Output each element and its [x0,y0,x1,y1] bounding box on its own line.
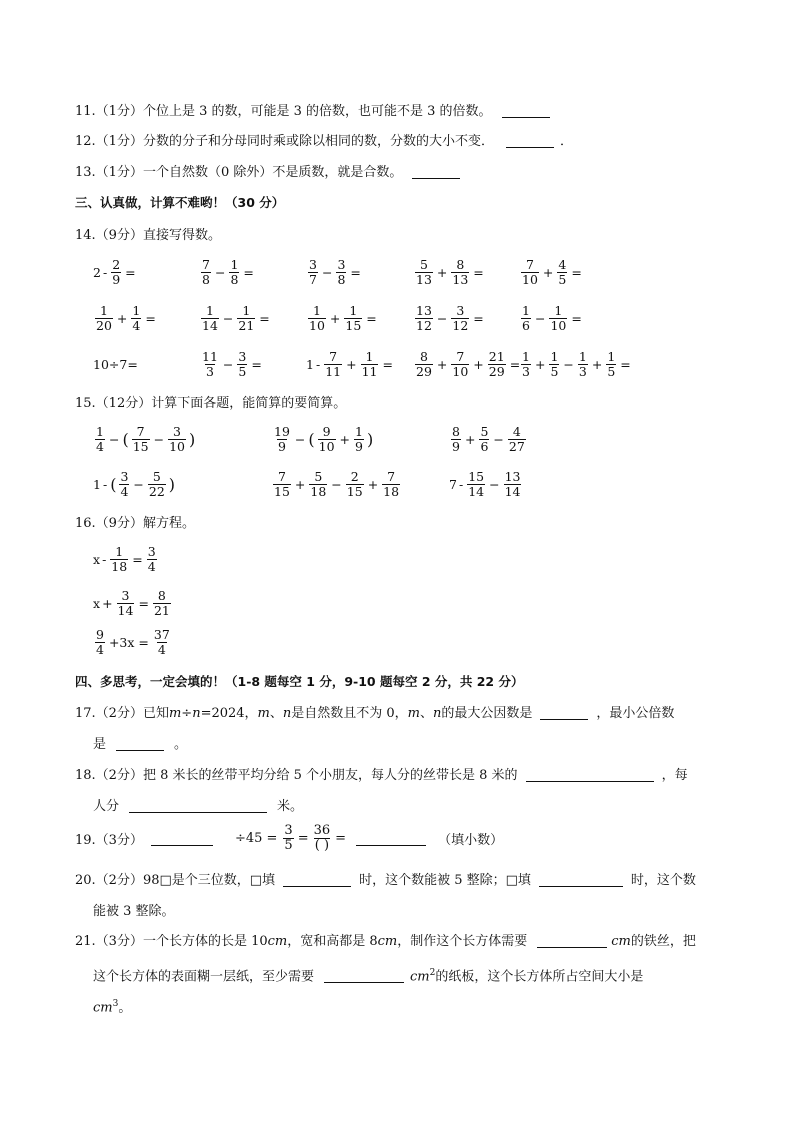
calc-14-11: 10÷7= [93,357,138,372]
calc-14-6: $\frac{1}{20}$ + $\frac{1}{4}$ = [96,303,156,333]
answer-blank[interactable] [539,872,623,887]
answer-blank[interactable] [129,798,267,813]
calc-14-14: $\frac{8}{29}$ + $\frac{7}{10}$ + $\frac{21}{29}$ = [416,349,521,379]
question-11: 11.（1分）个位上是 3 的数，可能是 3 的倍数，也可能不是 3 的倍数。 [75,103,550,121]
section-three-title: 三、认真做，计算不难哟！（30 分） [75,195,285,210]
calc-15-4: 1 - ( $\frac{3}{4}$ − $\frac{5}{22}$ ) [93,469,176,499]
calc-14-7: $\frac{1}{14}$ − $\frac{1}{21}$ = [202,303,270,333]
answer-blank[interactable] [283,872,351,887]
calc-14-4: $\frac{5}{13}$ + $\frac{8}{13}$ = [416,257,484,287]
calc-14-8: $\frac{1}{10}$ + $\frac{1}{15}$ = [309,303,377,333]
question-17-line2: 是 。 [93,737,188,752]
question-18: 18.（2分）把 8 米长的丝带平均分给 5 个小朋友，每人分的丝带长是 8 米的 ，每 [75,768,688,783]
question-20: 20.（2分）98□是个三位数，□填 时，这个数能被 5 整除；□填 时，这个数 [75,873,696,888]
calc-14-3: $\frac{3}{7}$ − $\frac{3}{8}$ = [309,257,361,287]
answer-blank[interactable] [356,831,426,846]
section-four-title: 四、多思考，一定会填的！（1-8 题每空 1 分，9-10 题每空 2 分，共 22 分） [75,674,524,689]
calc-14-12: $\frac{11}{3}$ − $\frac{3}{5}$ = [202,349,262,379]
answer-blank[interactable] [506,133,554,148]
answer-blank[interactable] [151,831,213,846]
answer-blank[interactable] [324,968,404,983]
answer-paren[interactable]: ( ) [314,838,330,853]
question-18-line2: 人分 米。 [93,799,304,814]
answer-blank[interactable] [502,103,550,118]
question-12: 12.（1分）分数的分子和分母同时乘或除以相同的数，分数的大小不变． ． [75,134,573,149]
question-21-line3: $cm^3$。 [93,999,132,1016]
calc-14-9: $\frac{13}{12}$ − $\frac{3}{12}$ = [416,303,484,333]
answer-blank[interactable] [526,767,654,782]
calc-14-5: $\frac{7}{10}$ + $\frac{4}{5}$ = [522,257,582,287]
calc-15-2: $\frac{19}{9}$ − ( $\frac{9}{10}$ + $\frac{1}{9}$ ) [274,424,374,454]
question-19: 19.（3分） ÷45 = $\frac{3}{5}$ = $\frac{36}{( )}$ = （填小数） [75,823,504,853]
question-15: 15.（12分）计算下面各题，能简算的要简算。 [75,396,347,411]
question-17: 17.（2分）已知m÷n=2024，m、n是自然数且不为 0，m、n的最大公因数是 ，最小公倍数 [75,706,675,721]
calc-14-10: $\frac{1}{6}$ − $\frac{1}{10}$ = [522,303,582,333]
calc-14-13: 1 - $\frac{7}{11}$ + $\frac{1}{11}$ = [306,349,393,379]
answer-blank[interactable] [540,705,588,720]
question-14: 14.（9分）直接写得数。 [75,228,221,243]
answer-blank[interactable] [537,933,607,948]
question-21: 21.（3分）一个长方体的长是 10cm，宽和高都是 8cm，制作这个长方体需要 cm的铁丝，把 [75,934,696,949]
equation-2: x + $\frac{3}{14}$ = $\frac{8}{21}$ [93,588,170,618]
equation-1: x - $\frac{1}{18}$ = $\frac{3}{4}$ [93,544,156,574]
calc-15-3: $\frac{8}{9}$ + $\frac{5}{6}$ − $\frac{4}{27}$ [452,424,525,454]
answer-blank[interactable] [412,164,460,179]
question-16: 16.（9分）解方程。 [75,516,195,531]
question-20-line2: 能被 3 整除。 [93,904,175,919]
calc-14-2: $\frac{7}{8}$ − $\frac{1}{8}$ = [202,257,254,287]
calc-15-1: $\frac{1}{4}$ − ( $\frac{7}{15}$ − $\frac{3}{10}$ ) [96,424,196,454]
question-21-line2: 这个长方体的表面糊一层纸，至少需要 $cm^2$的纸板，这个长方体所占空间大小是 [93,968,644,985]
equation-3: $\frac{9}{4}$ +3x = $\frac{37}{4}$ [96,627,170,657]
calc-14-1: 2 - $\frac{2}{9}$ = [93,257,136,287]
calc-15-6: 7 - $\frac{15}{14}$ − $\frac{13}{14}$ [449,469,521,499]
question-13: 13.（1分）一个自然数（0 除外）不是质数，就是合数。 [75,164,460,182]
answer-blank[interactable] [116,736,164,751]
calc-14-15: $\frac{1}{3}$ + $\frac{1}{5}$ − $\frac{1}{3}$ + $\frac{1}{5}$ = [522,349,631,379]
calc-15-5: $\frac{7}{15}$ + $\frac{5}{18}$ − $\frac{2}{15}$ + $\frac{7}{18}$ [274,469,400,499]
